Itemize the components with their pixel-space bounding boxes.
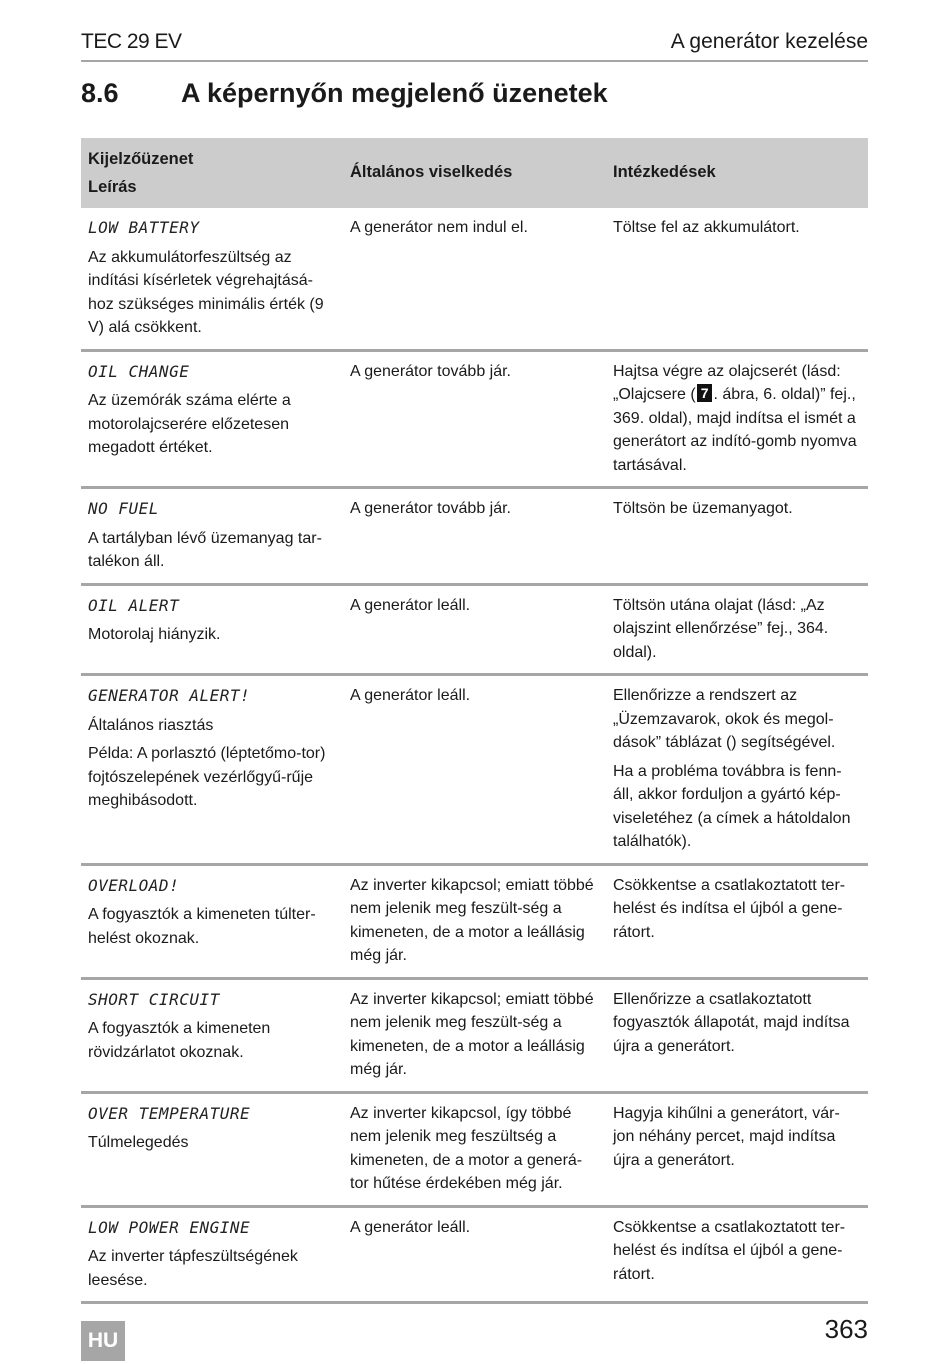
table-row xyxy=(81,208,868,350)
cell-action: Töltsön utána olajat (lásd: „Az olajszint ellenőrzése” fej., 364. oldal). xyxy=(606,584,868,675)
table-row xyxy=(81,350,868,488)
cell-behavior: Az inverter kikapcsol; emiatt többé nem jelenik meg feszült-ség a kimeneten, de a motor a leállásig még jár. xyxy=(343,978,606,1092)
header-chapter: A generátor kezelése xyxy=(670,30,868,53)
message-description: A fogyasztók a kimeneten rövidzárlatot okoznak. xyxy=(88,1020,271,1061)
cell-action: Csökkentse a csatlakoztatott ter-helést és indítsa el újból a gene-rátort. xyxy=(606,1206,868,1303)
cell-message xyxy=(81,1092,343,1206)
message-description: Motorolaj hiányzik. xyxy=(88,626,221,643)
table-row xyxy=(81,1092,868,1206)
column-header-actions: Intézkedések xyxy=(606,138,868,208)
message-description: Túlmelegedés xyxy=(88,1134,189,1151)
page-number: 363 xyxy=(824,1314,868,1344)
display-message-text: LOW BATTERY xyxy=(88,218,200,237)
display-message-text: GENERATOR ALERT! xyxy=(88,686,251,705)
table-row xyxy=(81,978,868,1092)
message-description: A fogyasztók a kimeneten túlter-helést okoznak. xyxy=(88,906,316,947)
running-header xyxy=(81,30,868,62)
display-message-text: OIL CHANGE xyxy=(88,361,190,381)
column-header-description: Leírás xyxy=(88,178,137,196)
message-description: Általános riasztás xyxy=(88,716,214,734)
section-title: A képernyőn megjelenő üzenetek xyxy=(181,78,608,108)
message-description: Az akkumulátorfeszültség az indítási kísérletek végrehajtásá-hoz szükséges minimális érték (9 V) alá csökkent. xyxy=(88,248,324,336)
cell-message xyxy=(81,978,343,1092)
display-message-text: SHORT CIRCUIT xyxy=(88,989,220,1009)
cell-message xyxy=(81,488,343,585)
cell-message xyxy=(81,584,343,675)
message-description: Az üzemórák száma elérte a motorolajcserére előzetesen megadott értéket. xyxy=(88,392,291,456)
column-header-behavior: Általános viselkedés xyxy=(343,138,606,208)
cell-message xyxy=(81,675,343,865)
table-row xyxy=(81,864,868,978)
table-header-row xyxy=(81,138,868,208)
display-message-text: NO FUEL xyxy=(88,499,159,518)
cell-message xyxy=(81,864,343,978)
cell-behavior: A generátor nem indul el. xyxy=(343,208,606,350)
message-description: Az inverter tápfeszültségének leesése. xyxy=(88,1248,298,1289)
column-header-display-description xyxy=(81,138,343,208)
cell-action: Töltse fel az akkumulátort. xyxy=(606,208,868,350)
table-row xyxy=(81,584,868,675)
cell-action xyxy=(606,350,868,488)
cell-behavior: A generátor leáll. xyxy=(343,675,606,865)
cell-message xyxy=(81,208,343,350)
section-number: 8.6 xyxy=(81,78,119,108)
display-message-text: OVERLOAD! xyxy=(88,875,180,895)
cell-message xyxy=(81,350,343,488)
table-row xyxy=(81,488,868,585)
cell-behavior: A generátor tovább jár. xyxy=(343,488,606,585)
cell-behavior: A generátor leáll. xyxy=(343,584,606,675)
table-row xyxy=(81,1206,868,1303)
section-heading xyxy=(81,78,608,109)
display-message-text: OIL ALERT xyxy=(88,595,180,615)
action-text: . ábra, 6. oldal)” fej., 369. oldal), majd indítsa el ismét a generátort az indító-gomb nyomva tartásával. xyxy=(613,386,857,474)
cell-behavior: Az inverter kikapcsol, így többé nem jelenik meg feszültség a kimeneten, de a motor a generá-tor hűtése érdekében még jár. xyxy=(343,1092,606,1206)
cell-action xyxy=(606,675,868,865)
cell-action: Hagyja kihűlni a generátort, vár-jon néhány percet, majd indítsa újra a generátort. xyxy=(606,1092,868,1206)
message-description: A tartályban lévő üzemanyag tar-talékon áll. xyxy=(88,529,322,570)
column-header-display: Kijelzőüzenet xyxy=(88,150,194,168)
header-model: TEC 29 EV xyxy=(81,30,182,53)
action-text: Hajtsa végre az olajcserét (lásd: „Olajcsere ( xyxy=(613,362,841,403)
table-row xyxy=(81,675,868,865)
cell-behavior: A generátor tovább jár. xyxy=(343,350,606,488)
cell-behavior: A generátor leáll. xyxy=(343,1206,606,1303)
cell-behavior: Az inverter kikapcsol; emiatt többé nem jelenik meg feszült-ség a kimeneten, de a motor a leállásig még jár. xyxy=(343,864,606,978)
display-messages-table xyxy=(81,138,868,1304)
cell-action: Ellenőrizze a csatlakoztatott fogyasztók állapotát, majd indítsa újra a generátort. xyxy=(606,978,868,1092)
cell-action: Töltsön be üzemanyagot. xyxy=(606,488,868,585)
figure-number-badge: 7 xyxy=(697,384,713,402)
language-badge: HU xyxy=(81,1321,125,1361)
action-text: Ellenőrizze a rendszert az „Üzemzavarok, okok és megol-dások” táblázat () segítségével. xyxy=(613,687,836,751)
display-message-text: OVER TEMPERATURE xyxy=(88,1103,251,1123)
message-example: Példa: A porlasztó (léptetőmo-tor) fojtószelepének vezérlőgyű-rűje meghibásodott. xyxy=(88,745,326,809)
display-message-text: LOW POWER ENGINE xyxy=(88,1217,251,1237)
cell-message xyxy=(81,1206,343,1303)
action-text-secondary: Ha a probléma továbbra is fenn-áll, akkor forduljon a gyártó kép-viseletéhez (a címek a hátoldalon találhatók). xyxy=(613,762,851,850)
cell-action: Csökkentse a csatlakoztatott ter-helést és indítsa el újból a gene-rátort. xyxy=(606,864,868,978)
